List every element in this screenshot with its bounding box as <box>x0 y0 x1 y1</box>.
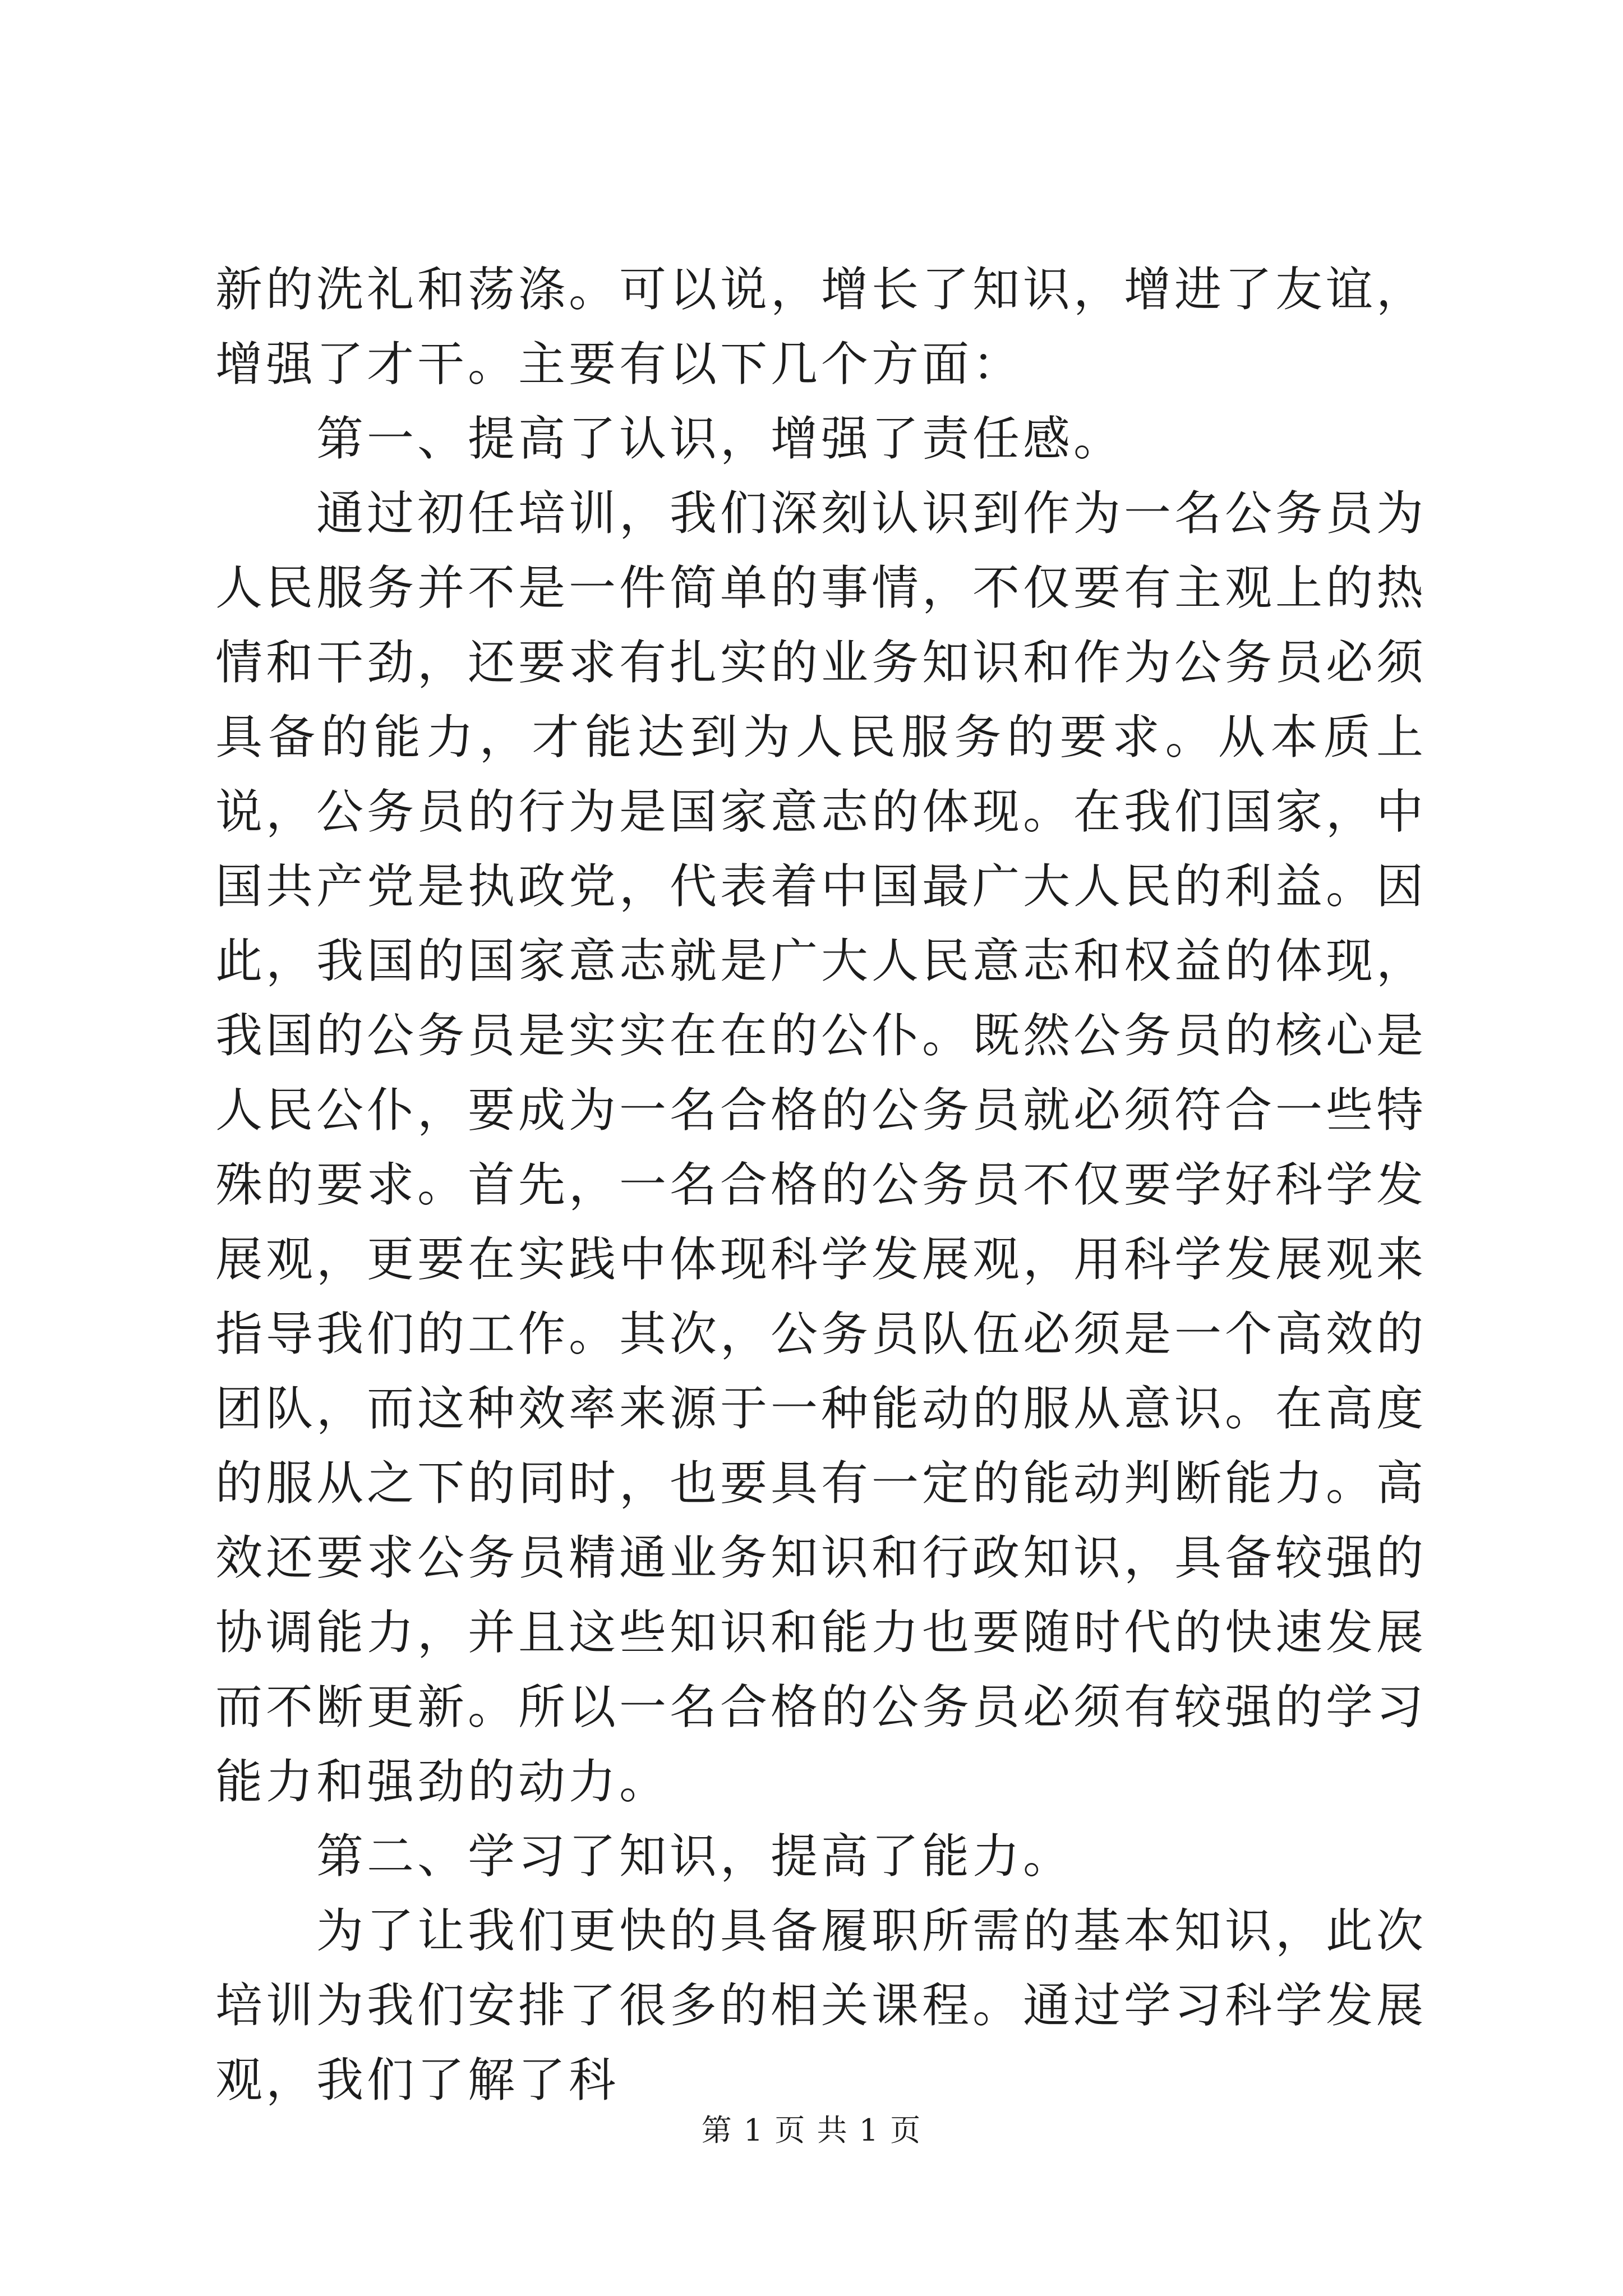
paragraph-1: 新的洗礼和荡涤。可以说，增长了知识，增进了友谊，增强了才干。主要有以下几个方面： <box>215 262 1427 392</box>
document-body <box>215 252 1427 2118</box>
paragraph-2: 通过初任培训，我们深刻认识到作为一名公务员为人民服务并不是一件简单的事情，不仅要有主观上的热情和干劲，还要求有扎实的业务知识和作为公务员必须具备的能力，才能达到为人民服务的要求。从本质上说，公务员的行为是国家意志的体现。在我们国家，中国共产党是执政党，代表着中国最广大人民的利益。因此，我国的国家意志就是广大人民意志和权益的体现，我国的公务员是实实在在的公仆。既然公务员的核心是人民公仆，要成为一名合格的公务员就必须符合一些特殊的要求。首先，一名合格的公务员不仅要学好科学发展观，更要在实践中体现科学发展观，用科学发展观来指导我们的工作。其次，公务员队伍必须是一个高效的团队，而这种效率来源于一种能动的服从意识。在高度的服从之下的同时，也要具有一定的能动判断能力。高效还要求公务员精通业务知识和行政知识，具备较强的协调能力，并且这些知识和能力也要随时代的快速发展而不断更新。所以一名合格的公务员必须有较强的学习能力和强劲的动力。 <box>215 486 1427 1809</box>
paragraph-heading-1: 第一、提高了认识，增强了责任感。 <box>316 411 1124 466</box>
paragraph-3: 为了让我们更快的具备履职所需的基本知识，此次培训为我们安排了很多的相关课程。通过学习科学发展观，我们了解了科 <box>215 1903 1427 2108</box>
page-number-footer: 第 1 页 共 1 页 <box>701 2113 922 2148</box>
paragraph-heading-2: 第二、学习了知识，提高了能力。 <box>316 1829 1074 1884</box>
